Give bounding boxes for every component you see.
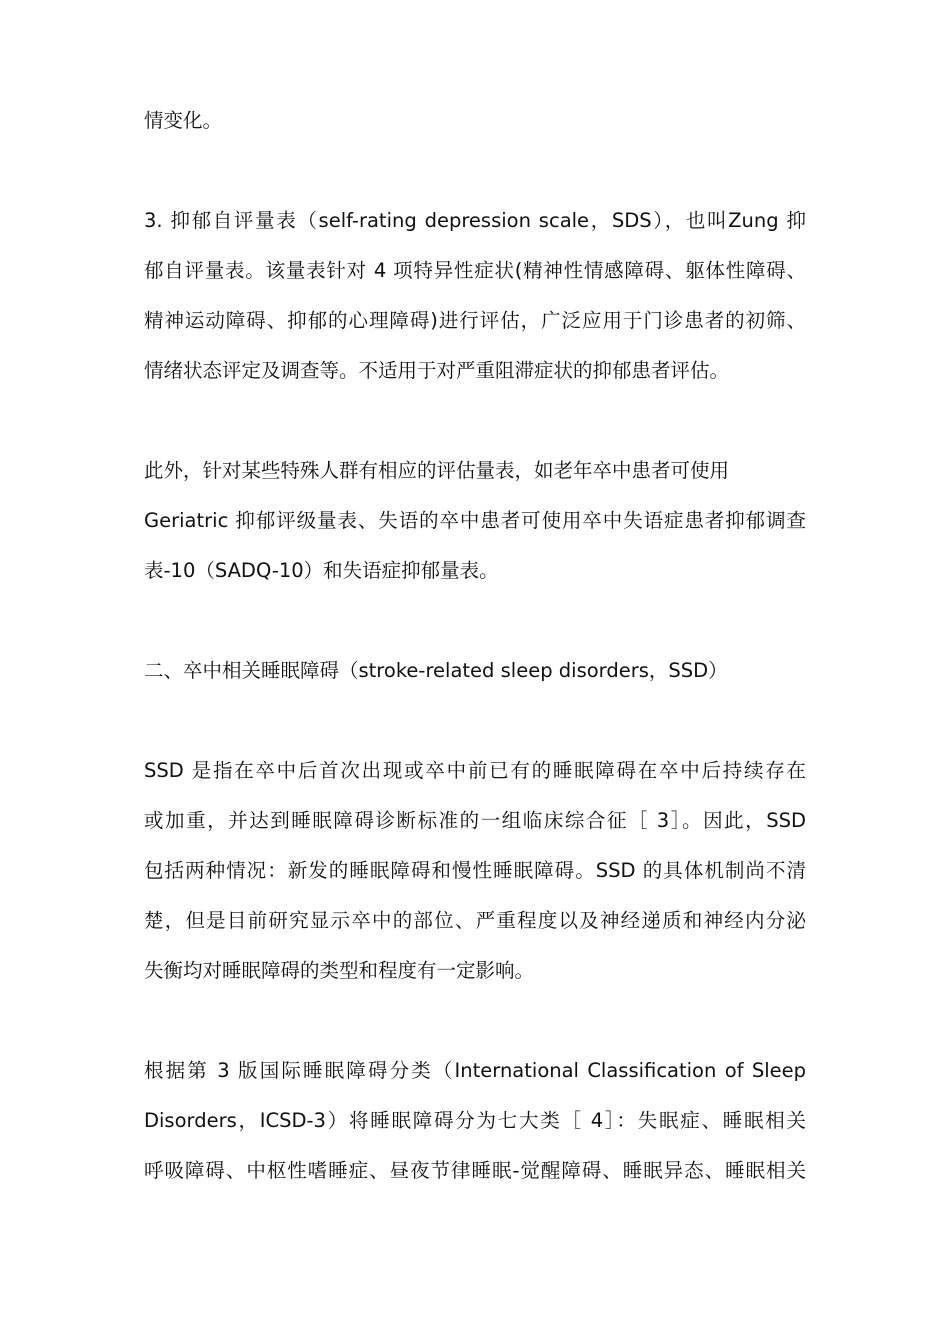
paragraph-continuation	[144, 96, 806, 146]
paragraph-special-populations	[144, 446, 806, 596]
text-line: Disorders，ICSD-3）将睡眠障碍分为七大类［ 4］：失眠症、睡眠相关	[144, 1109, 806, 1132]
paragraph-ssd-definition	[144, 746, 806, 996]
text-line: 精神运动障碍、抑郁的心理障碍)进行评估，广泛应用于门诊患者的初筛、	[144, 309, 806, 332]
text-line: 此外，针对某些特殊人群有相应的评估量表，如老年卒中患者可使用	[144, 459, 730, 482]
text-line: 3. 抑郁自评量表（self-rating depression scale，SDS），也叫Zung 抑	[144, 209, 806, 232]
paragraph-gap	[144, 396, 806, 446]
text-line: 包括两种情况：新发的睡眠障碍和慢性睡眠障碍。SSD 的具体机制尚不清	[144, 859, 806, 882]
paragraph-icsd3	[144, 1046, 806, 1196]
text-line: 失衡均对睡眠障碍的类型和程度有一定影响。	[144, 959, 535, 982]
text-line: SSD 是指在卒中后首次出现或卒中前已有的睡眠障碍在卒中后持续存在	[144, 759, 806, 782]
paragraph-sds	[144, 196, 806, 396]
paragraph-gap	[144, 996, 806, 1046]
text-line: 表-10（SADQ-10）和失语症抑郁量表。	[144, 559, 499, 582]
paragraph-gap	[144, 596, 806, 646]
text-line: 根据第 3 版国际睡眠障碍分类（International Classification of Sleep	[144, 1059, 806, 1082]
text-line: 郁自评量表。该量表针对 4 项特异性症状(精神性情感障碍、躯体性障碍、	[144, 259, 806, 282]
text-line: 或加重，并达到睡眠障碍诊断标准的一组临床综合征［ 3］。因此，SSD	[144, 809, 806, 832]
section-heading-ssd	[144, 646, 806, 696]
paragraph-gap	[144, 696, 806, 746]
paragraph-gap	[144, 146, 806, 196]
text-line: 楚，但是目前研究显示卒中的部位、严重程度以及神经递质和神经内分泌	[144, 909, 806, 932]
text-line: 二、卒中相关睡眠障碍（stroke-related sleep disorders，SSD）	[144, 659, 728, 682]
document-page	[144, 96, 806, 1196]
text-line: 呼吸障碍、中枢性嗜睡症、昼夜节律睡眠-觉醒障碍、睡眠异态、睡眠相关	[144, 1159, 806, 1182]
text-line: Geriatric 抑郁评级量表、失语的卒中患者可使用卒中失语症患者抑郁调查	[144, 509, 806, 532]
text-line: 情绪状态评定及调查等。不适用于对严重阻滞症状的抑郁患者评估。	[144, 359, 730, 382]
text-line: 情变化。	[144, 109, 223, 132]
